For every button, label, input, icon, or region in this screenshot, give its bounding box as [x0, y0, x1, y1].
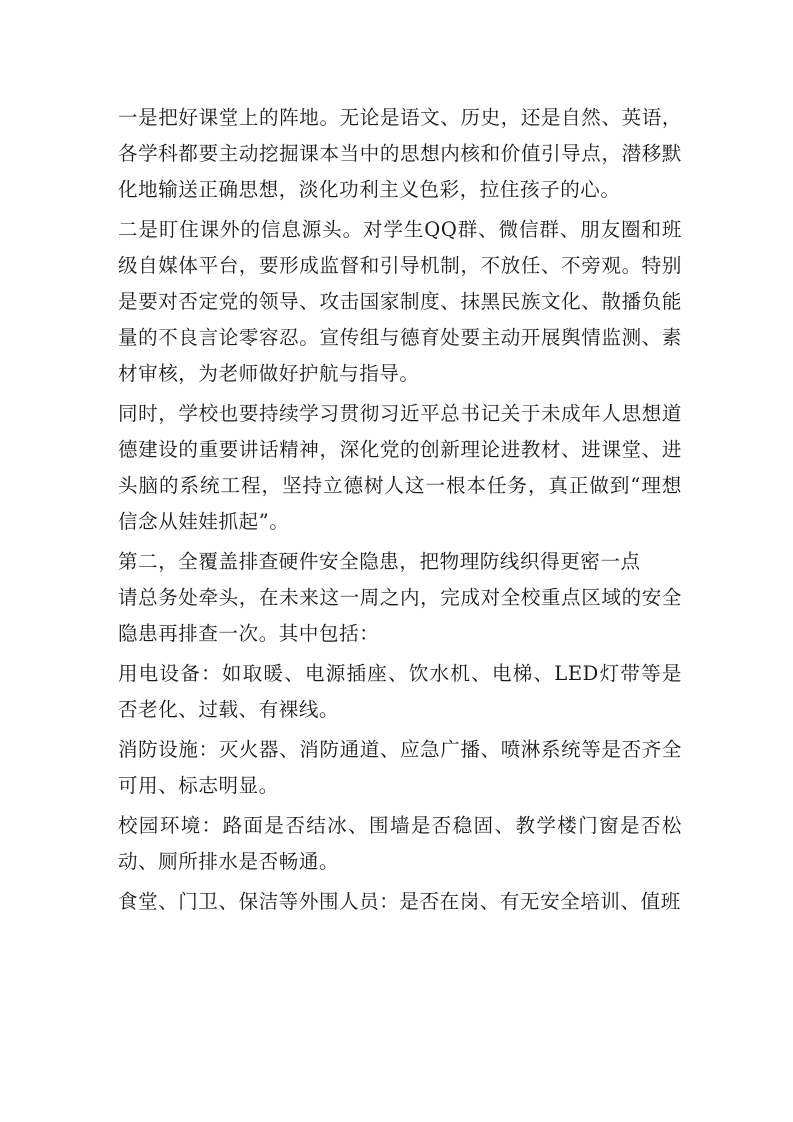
paragraph-classroom-position: 一是把好课堂上的阵地。无论是语文、历史，还是自然、英语，各学科都要主动挖掘课本当中的思想内核和价值引导点，潜移默化地输送正确思想，淡化功利主义色彩，拉住孩子的心。 [118, 106, 682, 201]
list-item-support-staff: 食堂、门卫、保洁等外围人员：是否在岗、有无安全培训、值班 [118, 890, 681, 913]
document-body [118, 100, 682, 924]
paragraph-inspection-request: 请总务处牵头，在未来这一周之内，完成对全校重点区域的安全隐患再排查一次。其中包括： [118, 586, 682, 645]
paragraph-moral-education: 同时，学校也要持续学习贯彻习近平总书记关于未成年人思想道德建设的重要讲话精神，深化党的创新理论进教材、进课堂、进头脑的系统工程，坚持立德树人这一根本任务，真正做到“理想信念从娃娃抓起”。 [118, 402, 682, 533]
paragraph-online-information: 二是盯住课外的信息源头。对学生QQ群、微信群、朋友圈和班级自媒体平台，要形成监督和引导机制，不放任、不旁观。特别是要对否定党的领导、攻击国家制度、抹黑民族文化、散播负能量的不良言论零容忍。宣传组与德育处要主动开展舆情监测、素材审核，为老师做好护航与指导。 [118, 218, 682, 385]
list-item-fire-facilities: 消防设施：灭火器、消防通道、应急广播、喷淋系统等是否齐全可用、标志明显。 [118, 738, 682, 797]
list-item-electrical-equipment: 用电设备：如取暖、电源插座、饮水机、电梯、LED灯带等是否老化、过载、有裸线。 [118, 662, 682, 721]
list-item-campus-environment: 校园环境：路面是否结冰、围墙是否稳固、教学楼门窗是否松动、厕所排水是否畅通。 [118, 814, 682, 873]
section-heading-hardware-safety: 第二，全覆盖排查硬件安全隐患，把物理防线织得更密一点 [118, 550, 641, 573]
